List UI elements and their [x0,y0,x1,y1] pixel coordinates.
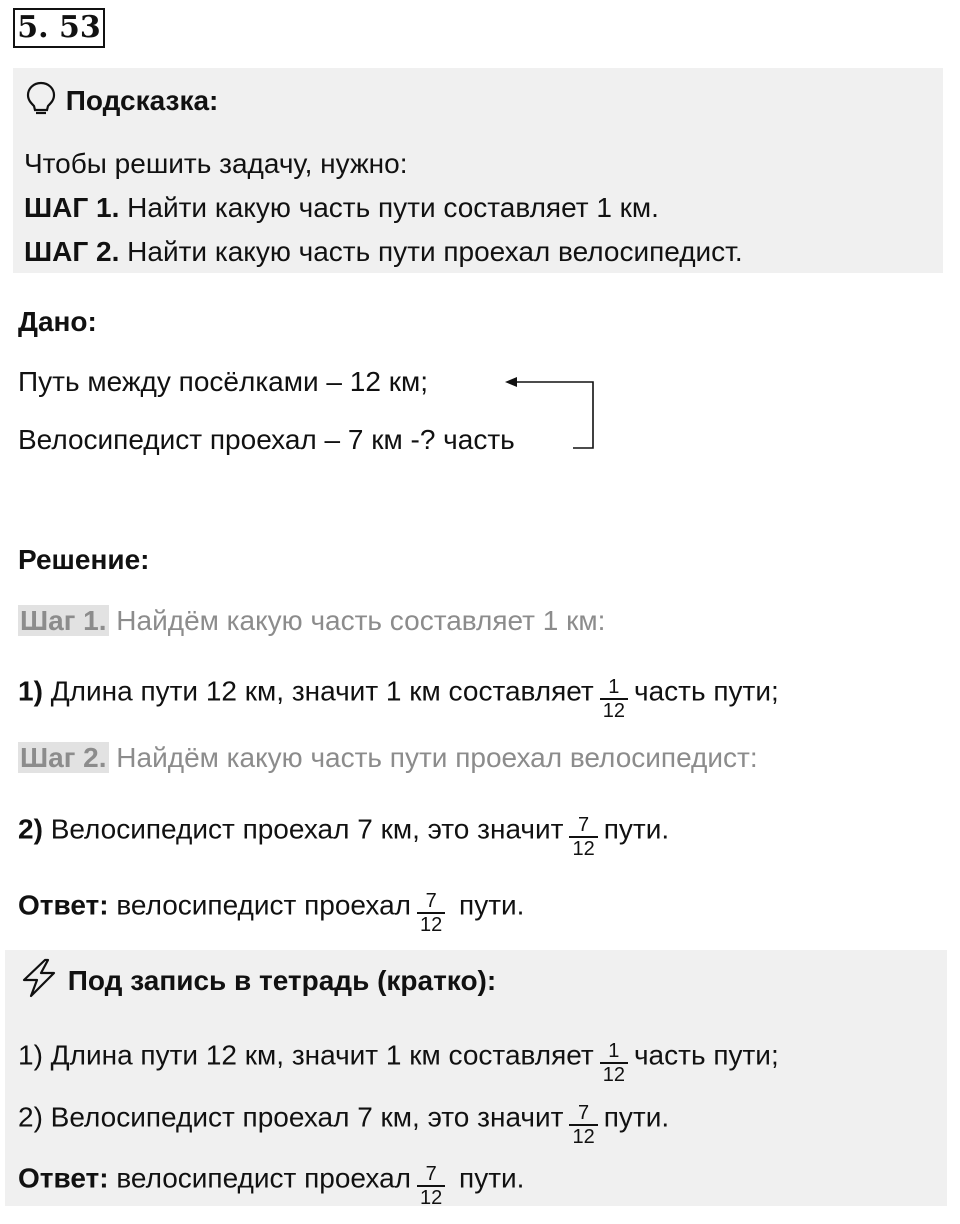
notebook-item-1-after: часть пути; [633,1039,779,1071]
fraction-denominator: 12 [569,836,597,860]
fraction-denominator: 12 [417,1185,445,1209]
problem-number: 5. 53 [13,8,105,48]
fraction [569,1102,597,1148]
solution-item-1-before: Длина пути 12 км, значит 1 км составляет [50,675,594,707]
fraction-numerator: 7 [425,890,437,912]
solution-item-1 [18,670,779,722]
notebook-item-2-before: 2) Велосипедист проехал 7 км, это значит [18,1101,564,1133]
hint-step-2-text: Найти какую часть пути проехал велосипедист. [127,236,743,267]
given-line-1: Путь между посёлками – 12 км; [18,366,428,397]
hint-step-1 [24,190,659,226]
hint-intro: Чтобы решить задачу, нужно: [24,148,408,179]
solution-step-2-text: Найдём какую часть пути проехал велосипедист: [116,742,758,773]
solution-answer-after: пути. [459,889,525,921]
fraction-numerator: 1 [608,676,620,698]
solution-step-2 [18,740,758,776]
hint-step-2-label: ШАГ 2. [24,236,120,267]
hint-step-1-label: ШАГ 1. [24,192,120,223]
solution-step-1-label: Шаг 1. [20,605,107,636]
notebook-title: Под запись в тетрадь (кратко): [67,964,497,996]
solution-step-2-label: Шаг 2. [20,742,107,773]
solution-item-2-label: 2) [18,813,43,845]
notebook-answer-label: Ответ: [18,1162,109,1194]
fraction [417,890,445,936]
hint-header [24,80,218,125]
solution-step-1 [18,603,605,639]
given-title: Дано: [18,306,97,337]
fraction-numerator: 7 [578,814,590,836]
solution-item-1-after: часть пути; [633,675,779,707]
notebook-answer-after: пути. [459,1162,525,1194]
fraction [600,676,628,722]
solution-item-2 [18,808,670,860]
fraction-numerator: 7 [425,1163,437,1185]
fraction [569,814,597,860]
given-link-arrow [495,370,605,455]
given-line-2: Велосипедист проехал – 7 км -? часть [18,424,515,455]
fraction-denominator: 12 [417,912,445,936]
notebook-answer [18,1157,525,1209]
hint-step-2 [24,234,743,270]
solution-answer-before: велосипедист проехал [116,889,411,921]
solution-step-1-text: Найдём какую часть составляет 1 км: [116,605,606,636]
hint-step-1-text: Найти какую часть пути составляет 1 км. [127,192,659,223]
fraction [417,1163,445,1209]
solution-item-2-before: Велосипедист проехал 7 км, это значит [50,813,564,845]
notebook-item-2-after: пути. [603,1101,670,1133]
lightning-icon [18,958,60,1007]
notebook-header [18,958,496,1007]
lightbulb-icon [24,80,58,125]
hint-title: Подсказка: [65,84,219,116]
fraction-denominator: 12 [600,698,628,722]
fraction-denominator: 12 [569,1124,597,1148]
fraction [600,1040,628,1086]
notebook-item-2 [18,1096,670,1148]
fraction-denominator: 12 [600,1062,628,1086]
solution-title: Решение: [18,544,150,575]
solution-answer-label: Ответ: [18,889,109,921]
solution-item-1-label: 1) [18,675,43,707]
fraction-numerator: 7 [578,1102,590,1124]
solution-item-2-after: пути. [603,813,670,845]
notebook-item-1-before: 1) Длина пути 12 км, значит 1 км составляет [18,1039,594,1071]
notebook-answer-before: велосипедист проехал [116,1162,411,1194]
fraction-numerator: 1 [608,1040,620,1062]
notebook-item-1 [18,1034,779,1086]
solution-answer [18,884,525,936]
